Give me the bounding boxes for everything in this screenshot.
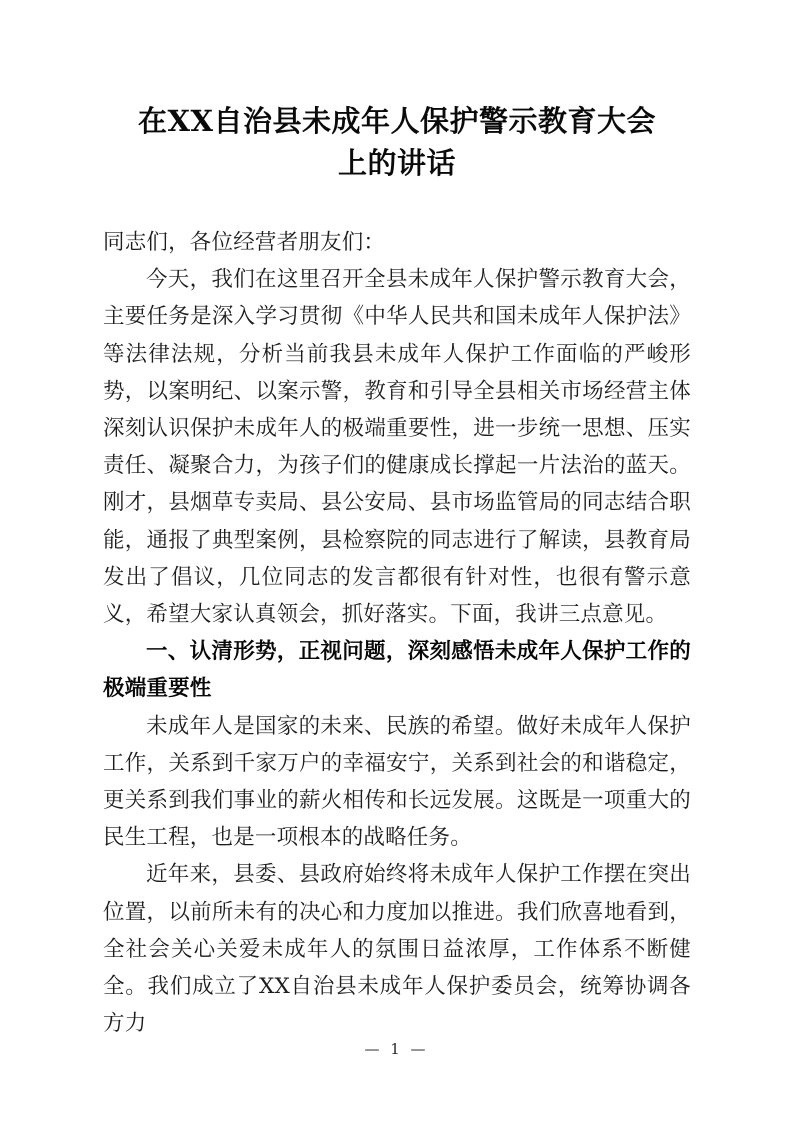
document-body xyxy=(103,224,691,1042)
page-title xyxy=(103,100,691,184)
opening-paragraph: 今天，我们在这里召开全县未成年人保护警示教育大会，主要任务是深入学习贯彻《中华人民共和国未成年人保护法》等法律法规，分析当前我县未成年人保护工作面临的严峻形势，以案明纪、以案示警，教育和引导全县相关市场经营主体深刻认识保护未成年人的极端重要性，进一步统一思想、压实责任、凝聚合力，为孩子们的健康成长撑起一片法治的蓝天。刚才，县烟草专卖局、县公安局、县市场监管局的同志结合职能，通报了典型案例，县检察院的同志进行了解读，县教育局发出了倡议，几位同志的发言都很有针对性，也很有警示意义，希望大家认真领会，抓好落实。下面，我讲三点意见。 xyxy=(103,267,691,628)
title-line-1: 在XX自治县未成年人保护警示教育大会 xyxy=(137,104,656,138)
body-paragraph-2: 近年来，县委、县政府始终将未成年人保护工作摆在突出位置，以前所未有的决心和力度加以推进。我们欣喜地看到，全社会关心关爱未成年人的氛围日益浓厚，工作体系不断健全。我们成立了XX自治县未成年人保护委员会，统筹协调各方力 xyxy=(103,862,691,1037)
document-content xyxy=(103,100,691,1042)
body-paragraph-1: 未成年人是国家的未来、民族的希望。做好未成年人保护工作，关系到千家万户的幸福安宁，关系到社会的和谐稳定，更关系到我们事业的薪火相传和长远发展。这既是一项重大的民生工程，也是一项根本的战略任务。 xyxy=(103,713,691,851)
section-heading-one: 一、认清形势，正视问题，深刻感悟未成年人保护工作的极端重要性 xyxy=(103,639,691,701)
page-number-footer: — 1 — xyxy=(364,1040,429,1058)
salutation-paragraph: 同志们，各位经营者朋友们： xyxy=(103,230,386,255)
title-line-2: 上的讲话 xyxy=(337,146,456,180)
